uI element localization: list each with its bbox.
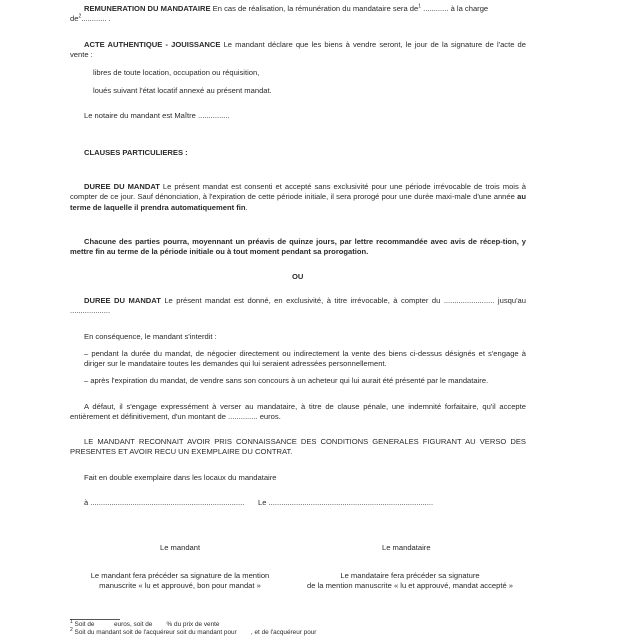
duree-exclusivite-paragraph: DUREE DU MANDAT Le présent mandat est donné, en exclusivité, à titre irrévocable, à compter du ........................ jusqu'au ................... [70, 296, 526, 316]
interdiction-bullet-1: – pendant la durée du mandat, de négocier directement ou indirectement la vente des biens ci-dessus désignés et s'engage à diriger sur le mandataire toutes les demandes qui lui seraient adressées personnellement. [84, 349, 526, 369]
acte-option-2: loués suivant l'état locatif annexé au présent mandat. [93, 86, 272, 95]
footnote-ref-1: 1 [418, 3, 422, 10]
footnote-ref-2: 2 [78, 13, 82, 20]
clause-penale-paragraph: A défaut, il s'engage expressément à verser au mandataire, à titre de clause pénale, une indemnité forfaitaire, qu'il accepte entièrement et définitivement, d'un montant de .............. euros. [70, 402, 526, 422]
remuneration-title: REMUNERATION DU MANDATAIRE [84, 4, 211, 13]
mandataire-signature-note: Le mandataire fera précéder sa signature de la mention manuscrite « lu et approuvé, mandat accepté » [307, 571, 513, 591]
mandataire-signature-label: Le mandataire [382, 543, 431, 552]
acte-title: ACTE AUTHENTIQUE - JOUISSANCE [84, 40, 221, 49]
duree2-title: DUREE DU MANDAT [84, 296, 161, 305]
consequence-line: En conséquence, le mandant s'interdit : [84, 332, 217, 341]
mandant-signature-note: Le mandant fera précéder sa signature de la mention manuscrite « lu et approuvé, bon pour mandat » [90, 571, 270, 591]
duree1-title: DUREE DU MANDAT [84, 182, 160, 191]
footnote-2: $^2$ Soit du mandant soit de l'acquéreur soit du mandant pour , et de l'acquéreur pour [70, 626, 317, 636]
remuneration-paragraph: REMUNERATION DU MANDATAIRE En cas de réalisation, la rémunération du mandataire sera $de^1$ ............ à la charge $de^2$............ . [70, 3, 489, 24]
lieu-field: à ......................................................................... [84, 498, 245, 507]
duree-sans-exclusivite-paragraph: DUREE DU MANDAT Le présent mandat est consenti et accepté sans exclusivité pour une période irrévocable de trois mois à compter de ce jour. Sauf dénonciation, à l'expiration de cette période initiale, il sera prorogé pour une durée maxi-male d'une année au terme de laquelle il prendra automatiquement fin. [70, 182, 527, 212]
fait-line: Fait en double exemplaire dans les locaux du mandataire [84, 473, 277, 482]
footnote-1: $^1$ Soit de euros, soit de % du prix de vente [70, 618, 220, 628]
interdiction-bullet-2: – après l'expiration du mandat, de vendre sans son concours à un acheteur qui lui aurait été présenté par le mandataire. [84, 376, 489, 385]
date-field: Le .............................................................................. [258, 498, 434, 507]
chacune-paragraph: Chacune des parties pourra, moyennant un préavis de quinze jours, par lettre recommandée avec avis de récep-tion, y mettre fin au terme de la période initiale ou à tout moment pendant sa prorogation. [70, 237, 526, 257]
mandant-signature-label: Le mandant [160, 543, 201, 552]
notaire-line: Le notaire du mandant est Maître ............... [84, 111, 230, 120]
reconnaissance-paragraph: LE MANDANT RECONNAIT AVOIR PRIS CONNAISSANCE DES CONDITIONS GENERALES FIGURANT AU VERSO DES PRESENTES ET AVOIR RECU UN EXEMPLAIRE DU CONTRAT. [70, 437, 526, 457]
footnote-divider [70, 619, 120, 620]
clauses-title: CLAUSES PARTICULIERES : [84, 148, 188, 157]
acte-paragraph: ACTE AUTHENTIQUE - JOUISSANCE Le mandant déclare que les biens à vendre seront, le jour de la signature de l'acte de vente : [70, 40, 526, 60]
acte-option-1: libres de toute location, occupation ou réquisition, [93, 68, 260, 77]
ou-separator: OU [292, 272, 304, 281]
